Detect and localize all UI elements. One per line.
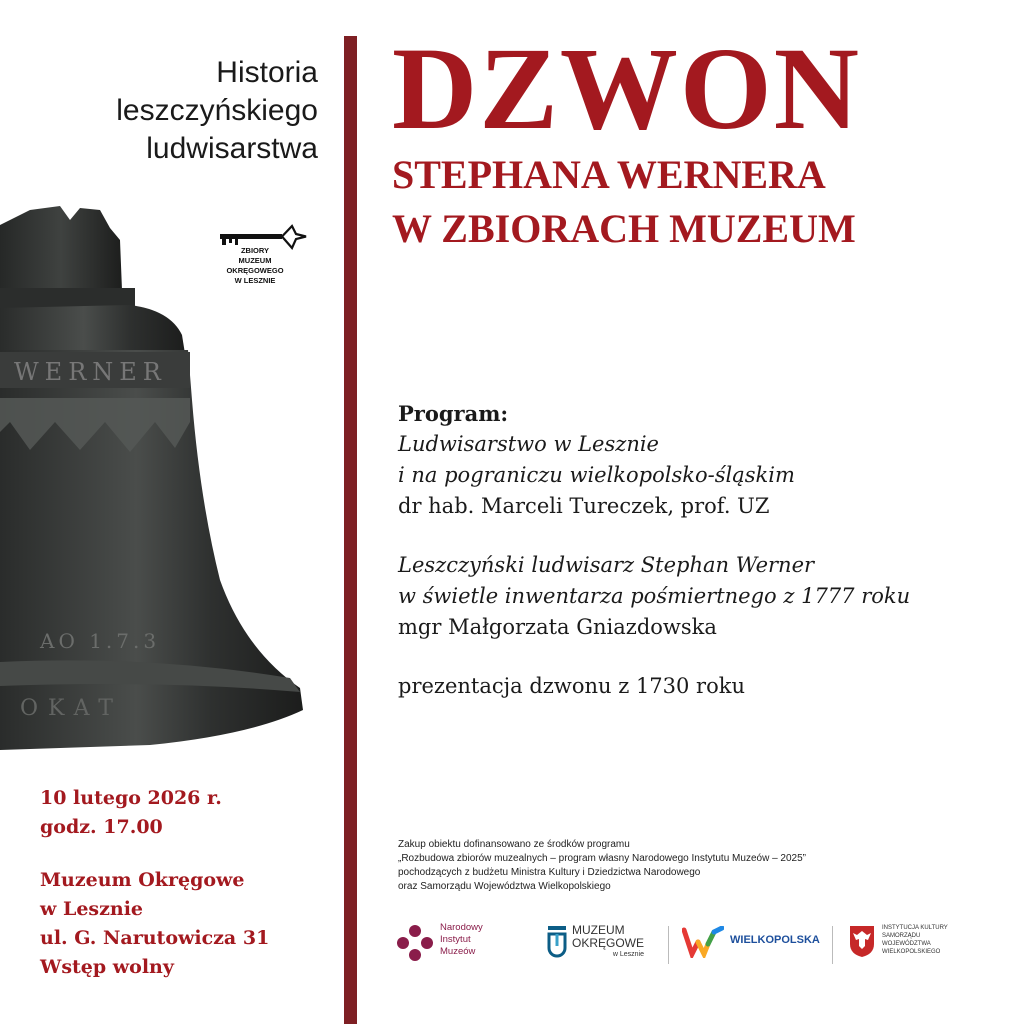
samorzad-line1: INSTYTUCJA KULTURY <box>882 925 948 931</box>
vertical-divider <box>344 36 357 1024</box>
series-title-line1: Historia <box>216 56 318 89</box>
collection-logo-line1: ZBIORY <box>240 246 270 255</box>
main-title: DZWON <box>392 23 861 154</box>
series-title <box>116 54 318 168</box>
logo-separator <box>832 926 833 964</box>
collection-logo-line3: OKRĘGOWEGO <box>226 266 284 275</box>
nim-line3: Muzeów <box>440 946 476 957</box>
muzeum-emblem-icon <box>546 924 568 958</box>
samorzad-line2: SAMORZĄDU <box>882 933 921 939</box>
mo-line3: w Lesznie <box>612 951 645 958</box>
mo-line1: MUZEUM <box>572 923 625 937</box>
event-time: godz. 17.00 <box>40 816 163 838</box>
subtitle-line1: STEPHANA WERNERA <box>392 152 826 197</box>
venue-address: ul. G. Narutowicza 31 <box>40 927 270 949</box>
nim-line1: Narodowy <box>440 922 483 933</box>
samorzad-line4: WIELKOPOLSKIEGO <box>882 949 941 955</box>
mo-line2: OKRĘGOWE <box>572 936 645 950</box>
event-date: 10 lutego 2026 r. <box>40 787 222 809</box>
nim-line2: Instytut <box>440 934 471 945</box>
eagle-crest-icon <box>848 924 876 958</box>
program-section <box>398 398 1008 702</box>
sponsor-logos <box>396 918 996 970</box>
event-datetime <box>40 784 222 842</box>
bell-image <box>0 200 305 750</box>
venue-line2: w Lesznie <box>40 898 144 920</box>
funding-line4: oraz Samorządu Województwa Wielkopolskiego <box>398 881 611 892</box>
talk2-title-line1: Leszczyński ludwisarz Stephan Werner <box>398 553 815 577</box>
wielkopolska-text: WIELKOPOLSKA <box>730 934 820 946</box>
event-venue <box>40 866 269 982</box>
talk1-title-line1: Ludwisarstwo w Lesznie <box>398 432 659 456</box>
wielkopolska-w-icon <box>682 926 724 958</box>
nim-emblem-icon <box>396 924 434 962</box>
program-label: Program: <box>398 401 509 426</box>
presentation-item: prezentacja dzwonu z 1730 roku <box>398 674 745 698</box>
series-title-line3: ludwisarstwa <box>146 132 318 165</box>
collection-logo-line4: W LESZNIE <box>234 276 276 285</box>
talk1-speaker: dr hab. Marceli Tureczek, prof. UZ <box>398 494 770 518</box>
funding-line2: „Rozbudowa zbiorów muzealnych – program własny Narodowego Instytutu Muzeów – 2025” <box>398 853 806 864</box>
venue-line1: Muzeum Okręgowe <box>40 869 245 891</box>
bell-inscription-rim: OKAT <box>20 696 123 721</box>
entry-info: Wstęp wolny <box>40 956 174 978</box>
talk1-title-line2: i na pograniczu wielkopolsko-śląskim <box>398 463 795 487</box>
funding-note <box>398 838 998 894</box>
logo-separator <box>668 926 669 964</box>
samorzad-line3: WOJEWÓDZTWA <box>882 941 931 947</box>
collection-logo-line2: MUZEUM <box>238 256 272 265</box>
talk2-speaker: mgr Małgorzata Gniazdowska <box>398 615 717 639</box>
funding-line1: Zakup obiektu dofinansowano ze środków programu <box>398 839 630 850</box>
series-title-line2: leszczyńskiego <box>116 94 318 127</box>
bell-inscription-date: AO 1.7.3 <box>40 629 161 653</box>
talk2-title-line2: w świetle inwentarza pośmiertnego z 1777 roku <box>398 584 911 608</box>
funding-line3: pochodzących z budżetu Ministra Kultury i Dziedzictwa Narodowego <box>398 867 701 878</box>
bell-inscription-band: WERNER <box>14 358 167 386</box>
subtitle-line2: W ZBIORACH MUZEUM <box>392 206 856 251</box>
